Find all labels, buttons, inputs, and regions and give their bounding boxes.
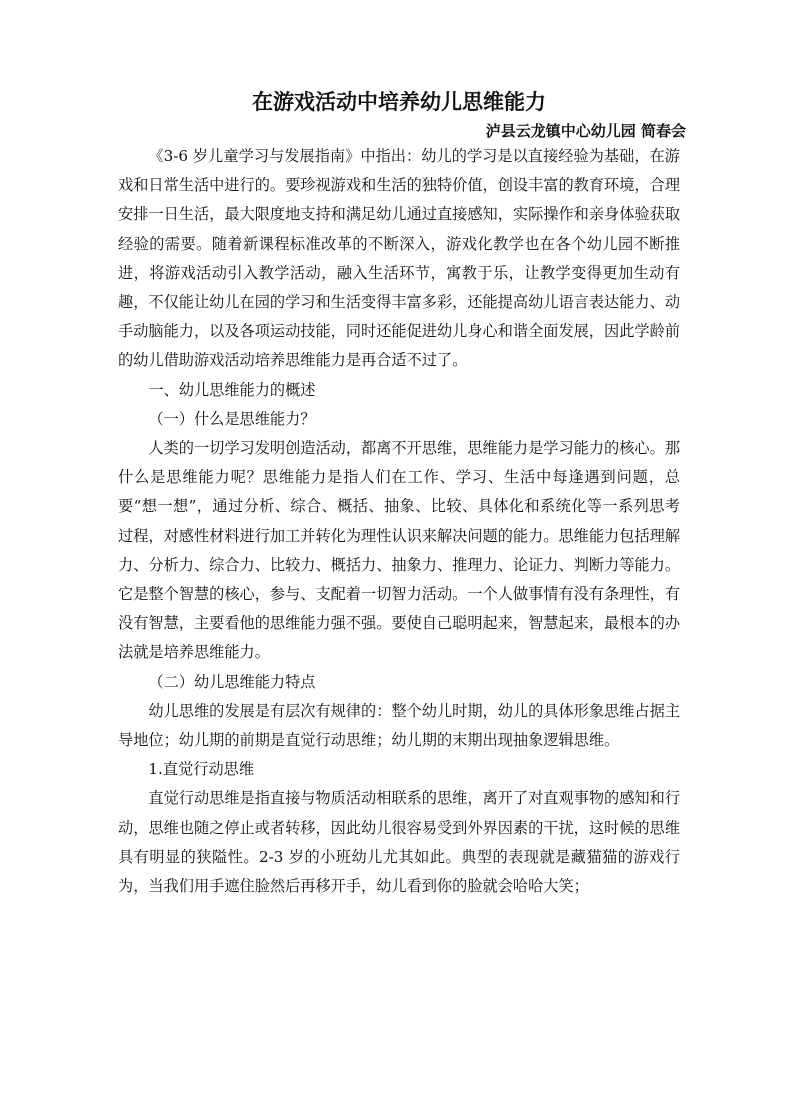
section-heading-1: 一、幼儿思维能力的概述 (148, 380, 316, 399)
document-page (118, 84, 686, 901)
subsection-heading-1: （一）什么是思维能力？ (148, 409, 316, 428)
body-paragraph: 幼儿思维的发展是有层次有规律的：整个幼儿时期，幼儿的具体形象思维占据主导地位；幼儿期的前期是直觉行动思维；幼儿期的末期出现抽象逻辑思维。 (118, 701, 680, 750)
item-heading-1: 1.直觉行动思维 (148, 760, 255, 779)
body-paragraph: 人类的一切学习发明创造活动，都离不开思维，思维能力是学习能力的核心。那什么是思维能力呢？思维能力是指人们在工作、学习、生活中每逢遇到问题，总要“想一想”，通过分析、综合、概括、抽象、比较、具体化和系统化等一系列思考过程，对感性材料进行加工并转化为理性认识来解决问题的能力。思维能力包括理解力、分析力、综合力、比较力、概括力、抽象力、推理力、论证力、判断力等能力。它是整个智慧的核心，参与、支配着一切智力活动。一个人做事情有没有条理性，有没有智慧，主要看他的思维能力强不强。要使自己聪明起来，智慧起来，最根本的办法就是培养思维能力。 (118, 439, 680, 662)
document-title: 在游戏活动中培养幼儿思维能力 (252, 90, 546, 114)
intro-paragraph: 《3-6 岁儿童学习与发展指南》中指出：幼儿的学习是以直接经验为基础，在游戏和日常生活中进行的。要珍视游戏和生活的独特价值，创设丰富的教育环境，合理安排一日生活，最大限度地支持和满足幼儿通过直接感知，实际操作和亲身体验获取经验的需要。随着新课程标准改革的不断深入，游戏化教学也在各个幼儿园不断推进，将游戏活动引入教学活动，融入生活环节，寓教于乐，让教学变得更加生动有趣，不仅能让幼儿在园的学习和生活变得丰富多彩，还能提高幼儿语言表达能力、动手动脑能力，以及各项运动技能，同时还能促进幼儿身心和谐全面发展，因此学龄前的幼儿借助游戏活动培养思维能力是再合适不过了。 (118, 147, 680, 370)
subsection-heading-2: （二）幼儿思维能力特点 (148, 672, 316, 691)
document-author: 泸县云龙镇中心幼儿园 简春会 (485, 122, 686, 140)
body-paragraph: 直觉行动思维是指直接与物质活动相联系的思维，离开了对直观事物的感知和行动，思维也随之停止或者转移，因此幼儿很容易受到外界因素的干扰，这时候的思维具有明显的狭隘性。2-3 岁的小班幼儿尤其如此。典型的表现就是藏猫猫的游戏行为，当我们用手遮住脸然后再移开手，幼儿看到你的脸就会哈哈大笑； (118, 789, 680, 896)
